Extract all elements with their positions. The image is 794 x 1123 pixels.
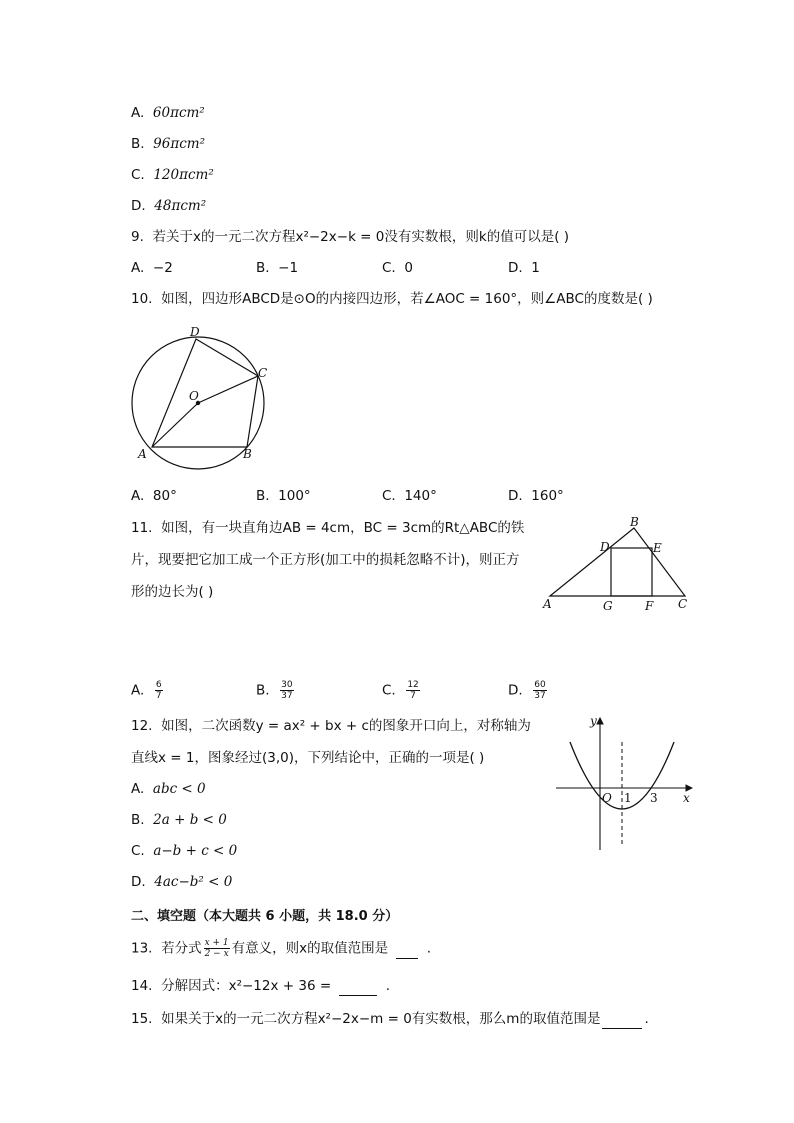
numerator: 60 bbox=[534, 680, 546, 690]
option-letter: A. bbox=[131, 781, 145, 797]
option-text: −1 bbox=[278, 260, 299, 276]
option-letter: B. bbox=[131, 136, 145, 152]
q10-option-a bbox=[131, 487, 177, 505]
q11-stem-line1 bbox=[131, 519, 524, 537]
numerator: 12 bbox=[407, 680, 419, 690]
option-letter: A. bbox=[131, 682, 145, 699]
q11-option-d bbox=[508, 680, 549, 701]
label-g: G bbox=[603, 599, 613, 613]
answer-blank[interactable] bbox=[339, 977, 377, 996]
segment-oa bbox=[152, 403, 198, 447]
q11-triangle-figure bbox=[540, 515, 698, 615]
denominator: 7 bbox=[410, 691, 416, 701]
numerator: 6 bbox=[155, 680, 162, 690]
option-fraction bbox=[533, 680, 546, 701]
q8-option-c bbox=[131, 166, 214, 184]
option-text: 1 bbox=[531, 260, 540, 276]
label-one: 1 bbox=[624, 791, 632, 805]
question-number: 11. bbox=[131, 520, 153, 536]
q10-option-b bbox=[256, 487, 311, 505]
question-text: 如图，有一块直角边AB = 4cm，BC = 3cm的Rt△ABC的铁 bbox=[161, 520, 525, 536]
q9-option-b bbox=[256, 259, 298, 277]
q8-option-d bbox=[131, 197, 206, 215]
option-letter: D. bbox=[508, 682, 523, 699]
q11-stem-line3: 形的边长为( ) bbox=[131, 584, 214, 600]
label-o: O bbox=[189, 389, 199, 403]
option-text: abc < 0 bbox=[152, 781, 206, 797]
q11-option-b bbox=[256, 680, 296, 701]
q9-option-d bbox=[508, 259, 540, 277]
option-text: 0 bbox=[404, 260, 413, 276]
option-text: 140° bbox=[404, 488, 437, 504]
q15-stem bbox=[131, 1010, 649, 1029]
q13-stem bbox=[131, 938, 431, 959]
q11-option-a bbox=[131, 680, 165, 701]
q9-option-c bbox=[382, 259, 413, 277]
option-letter: A. bbox=[131, 488, 145, 504]
q10-option-d bbox=[508, 487, 564, 505]
denominator: 7 bbox=[155, 691, 162, 701]
question-text-pre: 若分式 bbox=[161, 940, 202, 957]
option-text: 160° bbox=[531, 488, 564, 504]
option-text: −2 bbox=[152, 260, 173, 276]
question-end: . bbox=[644, 1011, 649, 1027]
label-b: B bbox=[630, 515, 639, 529]
option-letter: C. bbox=[382, 488, 396, 504]
q12-option-d bbox=[131, 873, 232, 891]
option-fraction bbox=[155, 680, 163, 701]
label-c: C bbox=[258, 366, 268, 380]
q12-parabola-figure bbox=[550, 712, 700, 854]
label-a: A bbox=[138, 447, 147, 461]
triangle-abc bbox=[550, 528, 685, 596]
option-letter: B. bbox=[256, 682, 270, 699]
q12-option-a bbox=[131, 780, 206, 798]
label-c: C bbox=[678, 597, 688, 611]
option-text: 2a + b < 0 bbox=[153, 812, 227, 828]
option-letter: D. bbox=[508, 488, 523, 504]
option-letter: B. bbox=[256, 260, 270, 276]
q11-option-c bbox=[382, 680, 422, 701]
q9-stem bbox=[131, 228, 569, 246]
q8-option-b bbox=[131, 135, 205, 153]
option-letter: D. bbox=[131, 198, 146, 214]
label-a: A bbox=[543, 597, 552, 611]
q12-stem-line2: 直线x = 1，图象经过(3,0)，下列结论中，正确的一项是( ) bbox=[131, 750, 485, 766]
q12-stem-line1 bbox=[131, 717, 531, 735]
option-letter: D. bbox=[131, 874, 146, 890]
label-origin: O bbox=[602, 791, 612, 805]
q11-stem-line2: 片，现要把它加工成一个正方形(加工中的损耗忽略不计)，则正方 bbox=[131, 552, 520, 568]
section-heading: 二、填空题（本大题共 6 小题，共 18.0 分） bbox=[131, 909, 399, 924]
answer-blank[interactable] bbox=[602, 1010, 642, 1029]
label-f: F bbox=[645, 599, 654, 613]
question-text: 如图，四边形ABCD是⊙O的内接四边形，若∠AOC = 160°，则∠ABC的度数是( ) bbox=[161, 291, 653, 307]
question-text: 若关于x的一元二次方程x²−2x−k = 0没有实数根，则k的值可以是( ) bbox=[152, 229, 570, 245]
option-letter: D. bbox=[508, 260, 523, 276]
segment-oc bbox=[198, 376, 258, 403]
question-number: 10. bbox=[131, 291, 153, 307]
question-text: 如图，二次函数y = ax² + bx + c的图象开口向上，对称轴为 bbox=[161, 718, 531, 734]
question-end: . bbox=[385, 978, 391, 994]
q10-option-c bbox=[382, 487, 437, 505]
label-three: 3 bbox=[650, 791, 658, 805]
q8-option-a bbox=[131, 104, 205, 122]
option-letter: B. bbox=[131, 812, 145, 828]
question-text-post: 有意义，则x的取值范围是 bbox=[231, 940, 389, 957]
quadrilateral-abcd bbox=[152, 339, 258, 447]
question-text: 如果关于x的一元二次方程x²−2x−m = 0有实数根，那么m的取值范围是 bbox=[161, 1011, 601, 1027]
question-number: 13. bbox=[131, 940, 153, 957]
numerator: 30 bbox=[281, 680, 293, 690]
label-y: y bbox=[590, 714, 597, 728]
option-text: 100° bbox=[278, 488, 311, 504]
question-number: 15. bbox=[131, 1011, 153, 1027]
option-text: 4ac−b² < 0 bbox=[154, 874, 233, 890]
option-text: 80° bbox=[152, 488, 177, 504]
q9-option-a bbox=[131, 259, 173, 277]
option-letter: C. bbox=[131, 843, 145, 859]
question-number: 9. bbox=[131, 229, 144, 245]
denominator: 37 bbox=[281, 691, 293, 701]
option-letter: A. bbox=[131, 260, 145, 276]
label-d: D bbox=[190, 325, 200, 339]
option-letter: A. bbox=[131, 105, 145, 121]
question-number: 14. bbox=[131, 978, 153, 994]
numerator: x + 1 bbox=[204, 938, 229, 948]
denominator: 37 bbox=[534, 691, 546, 701]
q14-stem bbox=[131, 977, 390, 996]
q12-option-c bbox=[131, 842, 237, 860]
square-defg bbox=[611, 548, 652, 596]
option-text: 60πcm² bbox=[152, 105, 205, 121]
question-text: 分解因式：x²−12x + 36 = bbox=[161, 978, 332, 994]
option-letter: C. bbox=[131, 167, 145, 183]
question-number: 12. bbox=[131, 718, 153, 734]
option-letter: C. bbox=[382, 260, 396, 276]
option-fraction bbox=[406, 680, 419, 701]
q12-option-b bbox=[131, 811, 227, 829]
option-fraction bbox=[280, 680, 293, 701]
option-text: a−b + c < 0 bbox=[153, 843, 238, 859]
q10-stem bbox=[131, 290, 653, 308]
question-end: . bbox=[426, 940, 432, 957]
label-e: E bbox=[653, 541, 662, 555]
option-text: 96πcm² bbox=[153, 136, 205, 152]
q10-circle-figure bbox=[125, 322, 285, 472]
answer-blank[interactable] bbox=[396, 940, 418, 959]
option-letter: B. bbox=[256, 488, 270, 504]
label-b: B bbox=[243, 447, 252, 461]
denominator: 2 − x bbox=[204, 949, 229, 959]
fraction bbox=[204, 938, 230, 959]
label-x: x bbox=[683, 791, 690, 805]
option-text: 120πcm² bbox=[153, 167, 214, 183]
option-letter: C. bbox=[382, 682, 396, 699]
option-text: 48πcm² bbox=[154, 198, 207, 214]
label-d: D bbox=[600, 540, 610, 554]
